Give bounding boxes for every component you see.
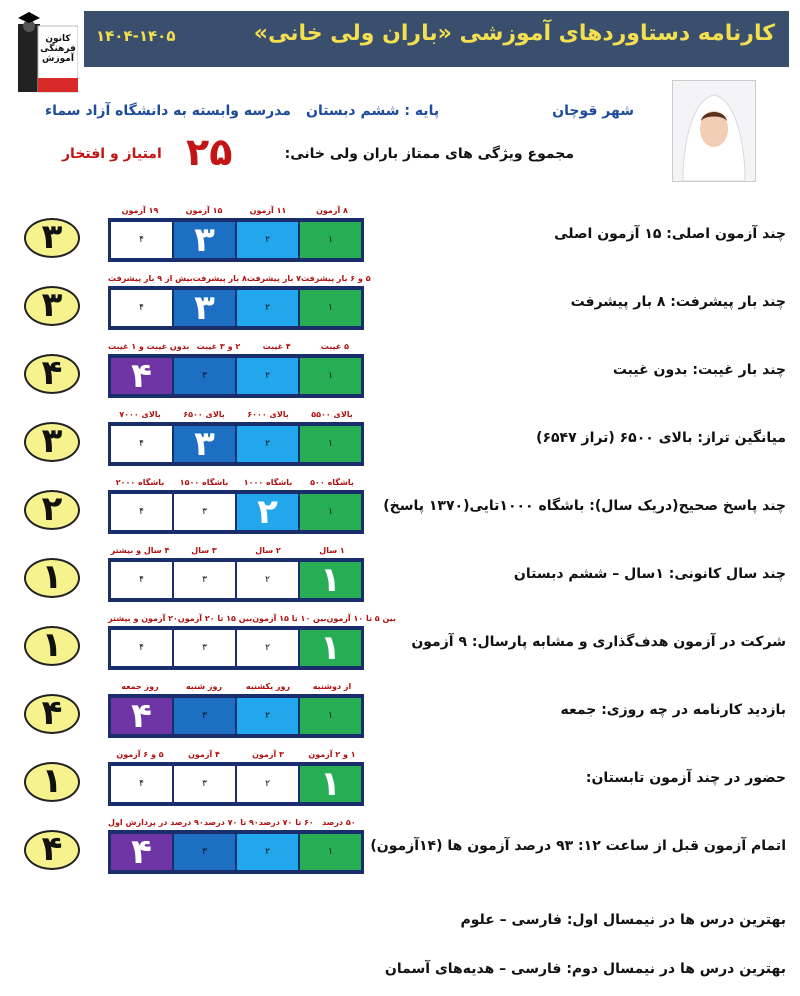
level-label: بالای ۶۰۰۰ bbox=[247, 410, 289, 419]
level-cell: ۲ bbox=[237, 562, 298, 598]
criteria-row bbox=[0, 478, 800, 542]
level-labels bbox=[108, 342, 364, 354]
level-cell-selected: ۴ bbox=[111, 834, 172, 870]
level-cell: ۲ bbox=[237, 630, 298, 666]
level-grid bbox=[108, 354, 364, 398]
score-badge: ۱ bbox=[24, 762, 80, 802]
level-cell: ۴ bbox=[111, 766, 172, 802]
criteria-row bbox=[0, 410, 800, 474]
criteria-question: چند بار پیشرفت: ۸ بار پیشرفت bbox=[570, 294, 786, 310]
student-avatar-icon bbox=[673, 81, 755, 181]
level-grid bbox=[108, 490, 364, 534]
grade-text: پایه : ششم دبستان bbox=[306, 103, 440, 119]
level-label: از دوشنبه bbox=[312, 682, 352, 691]
level-cell: ۱ bbox=[300, 834, 361, 870]
score-badge: ۴ bbox=[24, 694, 80, 734]
level-label: ۱۱ آزمون bbox=[249, 206, 287, 215]
level-cell: ۴ bbox=[111, 222, 172, 258]
level-label: ۲ و ۳ غیبت bbox=[196, 342, 241, 351]
score-badge: ۱ bbox=[24, 558, 80, 598]
criteria-row bbox=[0, 546, 800, 610]
level-cell-selected: ۲ bbox=[237, 494, 298, 530]
level-cell: ۳ bbox=[174, 562, 235, 598]
level-labels bbox=[108, 682, 364, 694]
score-badge: ۳ bbox=[24, 218, 80, 258]
criteria-row bbox=[0, 818, 800, 882]
level-label: ۷ بار پیشرفت bbox=[246, 274, 302, 283]
score-badge: ۳ bbox=[24, 286, 80, 326]
level-labels bbox=[108, 206, 364, 218]
header-bar bbox=[84, 11, 789, 67]
report-years: ۱۴۰۴-۱۴۰۵ bbox=[96, 27, 176, 45]
level-label: ۱۵ آزمون bbox=[185, 206, 223, 215]
level-cell-selected: ۳ bbox=[174, 222, 235, 258]
level-labels bbox=[108, 614, 396, 626]
level-label: ۵۰ درصد bbox=[322, 818, 356, 827]
criteria-row bbox=[0, 274, 800, 338]
kanoon-logo bbox=[18, 12, 78, 94]
level-grid bbox=[108, 762, 364, 806]
level-label: ۹۰ تا ۷۰ درصد bbox=[203, 818, 259, 827]
student-photo bbox=[672, 80, 756, 182]
level-label: بالای ۶۵۰۰ bbox=[183, 410, 225, 419]
level-cell-selected: ۱ bbox=[300, 562, 361, 598]
level-cell: ۳ bbox=[174, 766, 235, 802]
score-badge: ۳ bbox=[24, 422, 80, 462]
level-label: ۴ سال و بیشتر bbox=[110, 546, 170, 555]
level-cell-selected: ۳ bbox=[174, 290, 235, 326]
total-label: مجموع ویژگی های ممتاز باران ولی خانی: bbox=[284, 146, 574, 162]
level-cell: ۲ bbox=[237, 698, 298, 734]
criteria-row bbox=[0, 206, 800, 270]
level-cell: ۲ bbox=[237, 426, 298, 462]
level-label: ۱۹ آزمون bbox=[121, 206, 159, 215]
level-label: باشگاه ۱۵۰۰ bbox=[179, 478, 229, 487]
level-grid bbox=[108, 218, 364, 262]
level-cell: ۲ bbox=[237, 766, 298, 802]
level-label: روز یکشنبه bbox=[245, 682, 291, 691]
level-label: باشگاه ۵۰۰ bbox=[310, 478, 354, 487]
level-label: بین ۵ تا ۱۰ آزمون bbox=[326, 614, 396, 623]
city-text: شهر قوچان bbox=[552, 103, 634, 119]
level-cell-selected: ۳ bbox=[174, 426, 235, 462]
points-label: امتیاز و افتخار bbox=[62, 146, 162, 162]
score-badge: ۴ bbox=[24, 354, 80, 394]
level-labels bbox=[108, 274, 371, 286]
level-grid bbox=[108, 830, 364, 874]
level-labels bbox=[108, 818, 364, 830]
criteria-question: چند آزمون اصلی: ۱۵ آزمون اصلی bbox=[554, 226, 786, 242]
level-grid bbox=[108, 558, 364, 602]
level-labels bbox=[108, 750, 364, 762]
best-subjects-second: بهترین درس ها در نیمسال دوم: فارسی – هدیه‌های آسمان bbox=[384, 961, 786, 977]
level-label: ۵ غیبت bbox=[320, 342, 349, 351]
level-grid bbox=[108, 422, 364, 466]
level-label: ۳ سال bbox=[191, 546, 217, 555]
report-title: کارنامه دستاوردهای آموزشی «باران ولی خانی» bbox=[253, 21, 775, 46]
level-label: ۵ و ۶ آزمون bbox=[116, 750, 164, 759]
level-cell: ۲ bbox=[237, 290, 298, 326]
level-cell: ۴ bbox=[111, 290, 172, 326]
level-label: باشگاه ۱۰۰۰ bbox=[243, 478, 293, 487]
level-label: بین ۱۵ تا ۲۰ آزمون bbox=[177, 614, 253, 623]
level-label: بیش از ۹ بار پیشرفت bbox=[108, 274, 193, 283]
level-cell: ۱ bbox=[300, 698, 361, 734]
level-label: روز جمعه bbox=[121, 682, 159, 691]
criteria-row bbox=[0, 682, 800, 746]
level-cell: ۴ bbox=[111, 494, 172, 530]
criteria-question: شرکت در آزمون هدف‌گذاری و مشابه پارسال: ۹ آزمون bbox=[411, 634, 786, 650]
level-label: ۹۰ درصد در پردازش اول bbox=[108, 818, 204, 827]
level-cell: ۳ bbox=[174, 698, 235, 734]
logo-text: کانون فرهنگی آموزش قلم‌چی bbox=[40, 34, 76, 74]
criteria-question: اتمام آزمون قبل از ساعت ۱۲: ۹۳ درصد آزمون ها (۱۴آزمون) bbox=[370, 838, 786, 854]
criteria-row bbox=[0, 750, 800, 814]
level-label: روز شنبه bbox=[185, 682, 223, 691]
level-cell: ۱ bbox=[300, 494, 361, 530]
level-grid bbox=[108, 286, 364, 330]
level-label: ۲ سال bbox=[255, 546, 281, 555]
level-grid bbox=[108, 626, 364, 670]
level-cell: ۴ bbox=[111, 630, 172, 666]
level-label: ۴ آزمون bbox=[188, 750, 220, 759]
level-cell: ۱ bbox=[300, 290, 361, 326]
level-label: ۳ آزمون bbox=[252, 750, 284, 759]
level-cell: ۱ bbox=[300, 426, 361, 462]
level-cell: ۲ bbox=[237, 358, 298, 394]
level-labels bbox=[108, 410, 364, 422]
level-labels bbox=[108, 546, 364, 558]
level-grid bbox=[108, 694, 364, 738]
criteria-question: چند سال کانونی: ۱سال – ششم دبستان bbox=[513, 566, 786, 582]
level-cell: ۳ bbox=[174, 834, 235, 870]
total-value: ۲۵ bbox=[186, 130, 233, 174]
level-cell: ۲ bbox=[237, 834, 298, 870]
criteria-question: چند پاسخ صحیح(دریک سال): باشگاه ۱۰۰۰تایی(۱۳۷۰ پاسخ) bbox=[383, 498, 786, 514]
level-cell: ۳ bbox=[174, 630, 235, 666]
level-cell: ۳ bbox=[174, 494, 235, 530]
score-badge: ۴ bbox=[24, 830, 80, 870]
level-cell: ۴ bbox=[111, 426, 172, 462]
level-label: بالای ۵۵۰۰ bbox=[311, 410, 353, 419]
level-label: بین ۱۰ تا ۱۵ آزمون bbox=[252, 614, 327, 623]
level-label: ۱ سال bbox=[319, 546, 345, 555]
level-label: ۵ و ۶ بار پیشرفت bbox=[301, 274, 371, 283]
level-label: بدون غیبت و ۱ غیبت bbox=[108, 342, 190, 351]
level-cell: ۱ bbox=[300, 222, 361, 258]
level-cell: ۴ bbox=[111, 562, 172, 598]
criteria-question: حضور در چند آزمون تابستان: bbox=[585, 770, 786, 786]
best-subjects-first: بهترین درس ها در نیمسال اول: فارسی – علوم bbox=[460, 912, 786, 928]
school-text: مدرسه وابسته به دانشگاه آزاد سماء bbox=[45, 103, 291, 119]
level-label: باشگاه ۲۰۰۰ bbox=[115, 478, 165, 487]
level-labels bbox=[108, 478, 364, 490]
criteria-row bbox=[0, 342, 800, 406]
level-cell: ۲ bbox=[237, 222, 298, 258]
level-label: ۸ آزمون bbox=[316, 206, 348, 215]
level-label: ۶۰ تا ۷۰ درصد bbox=[258, 818, 314, 827]
level-label: ۴ غیبت bbox=[262, 342, 291, 351]
level-cell-selected: ۱ bbox=[300, 630, 361, 666]
level-cell-selected: ۴ bbox=[111, 698, 172, 734]
score-badge: ۲ bbox=[24, 490, 80, 530]
level-label: ۸ بار پیشرفت bbox=[192, 274, 247, 283]
criteria-question: چند بار غیبت: بدون غیبت bbox=[612, 362, 786, 378]
level-label: ۱ و ۲ آزمون bbox=[308, 750, 356, 759]
criteria-question: میانگین تراز: بالای ۶۵۰۰ (تراز ۶۵۴۷) bbox=[536, 430, 786, 446]
level-cell: ۱ bbox=[300, 358, 361, 394]
level-cell: ۳ bbox=[174, 358, 235, 394]
level-cell-selected: ۱ bbox=[300, 766, 361, 802]
criteria-question: بازدید کارنامه در چه روزی: جمعه bbox=[560, 702, 786, 718]
score-badge: ۱ bbox=[24, 626, 80, 666]
level-label: بالای ۷۰۰۰ bbox=[119, 410, 161, 419]
level-label: ۲۰ آزمون و بیشتر bbox=[108, 614, 178, 623]
level-cell-selected: ۴ bbox=[111, 358, 172, 394]
criteria-row bbox=[0, 614, 800, 678]
